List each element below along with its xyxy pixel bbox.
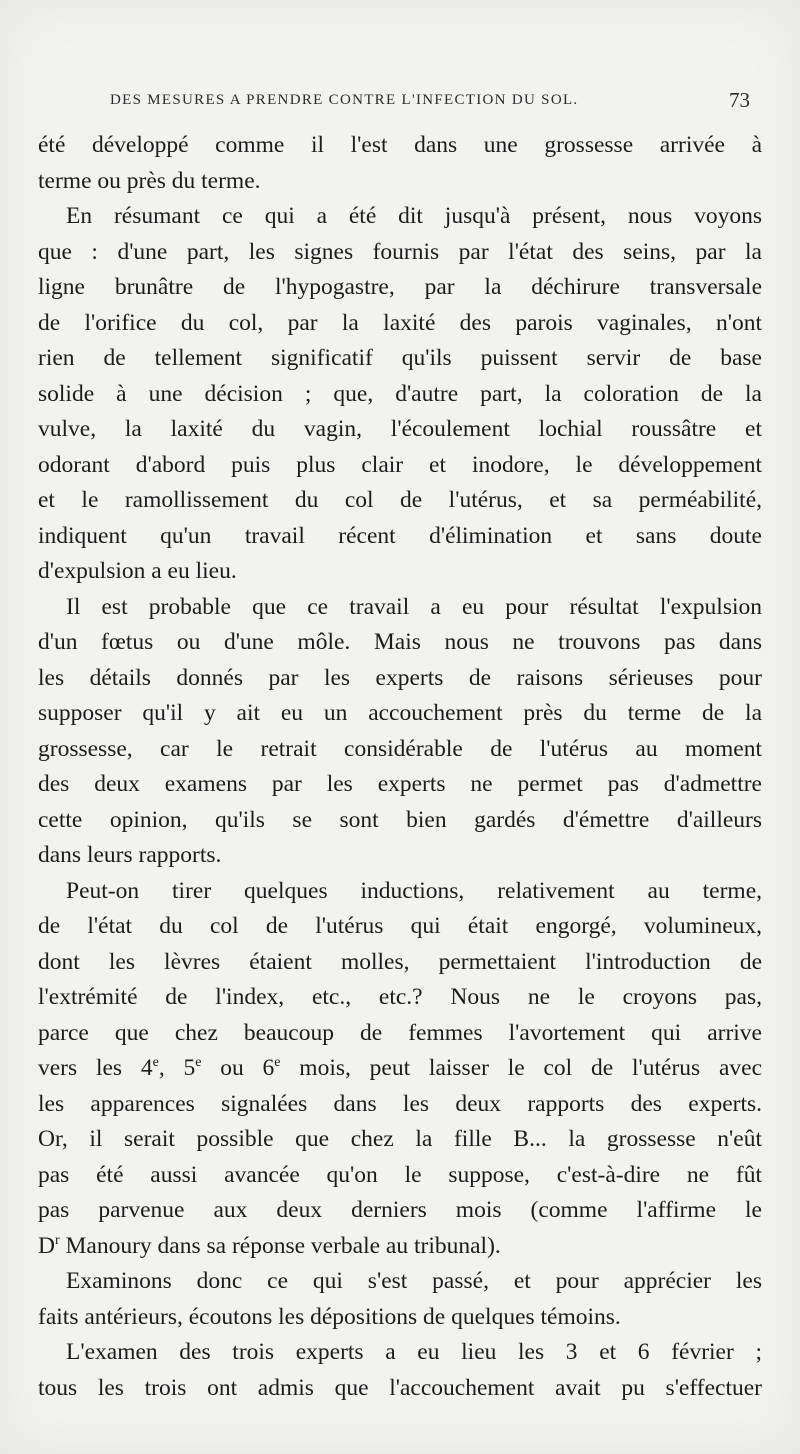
text-line: rien de tellement significatif qu'ils puissent servir de base — [38, 345, 762, 371]
text-line: vulve, la laxité du vagin, l'écoulement lochial roussâtre et — [38, 416, 762, 442]
text-line: indiquent qu'un travail récent d'élimination et sans doute — [38, 522, 762, 549]
text-line: cette opinion, qu'ils se sont bien gardés d'émettre d'ailleurs — [38, 806, 762, 833]
paragraph-5 — [38, 1264, 762, 1335]
text-line: les détails donnés par les experts de raisons sérieuses pour — [38, 664, 762, 691]
text-line: dans leurs rapports. — [38, 842, 222, 868]
text-line: l'extrémité de l'index, etc., etc.? Nous ne le croyons pas, — [38, 984, 762, 1010]
text-line: tous les trois ont admis que l'accouchement avait pu s'effectuer — [38, 1374, 762, 1401]
text-line: Examinons donc ce qui s'est passé, et pour apprécier les — [66, 1268, 762, 1294]
page-number: 73 — [729, 88, 750, 112]
page-header — [110, 88, 762, 116]
text-line: grossesse, car le retrait considérable de l'utérus au moment — [38, 735, 762, 762]
text-line: solide à une décision ; que, d'autre part, la coloration de la — [38, 380, 762, 407]
text-line: Or, il serait possible que chez la fille B... la grossesse n'eût — [38, 1126, 762, 1152]
paragraph-3 — [38, 590, 762, 874]
text-line-with-doctor-abbr: $D^r$ Manoury dans sa réponse verbale au tribunal). — [38, 1232, 501, 1259]
text-line: de l'orifice du col, par la laxité des parois vaginales, n'ont — [38, 309, 762, 336]
text-line: été développé comme il l'est dans une grossesse arrivée à — [38, 132, 762, 158]
text-line: odorant d'abord puis plus clair et inodore, le développement — [38, 451, 762, 478]
text-line: Il est probable que ce travail a eu pour résultat l'expulsion — [66, 593, 762, 620]
running-title: DES MESURES A PRENDRE CONTRE L'INFECTION DU SOL. — [110, 92, 579, 108]
text-line-with-ordinals: vers les 4e, 5e ou 6e mois, peut laisser le col de l'utérus avec — [38, 1055, 762, 1081]
paragraph-1 — [38, 128, 762, 199]
paragraph-4 — [38, 874, 762, 1265]
text-line: Peut-on tirer quelques inductions, relativement au terme, — [66, 877, 762, 904]
text-line: dont les lèvres étaient molles, permettaient l'introduction de — [38, 948, 762, 975]
paragraph-6 — [38, 1335, 762, 1406]
text-line: parce que chez beaucoup de femmes l'avortement qui arrive — [38, 1019, 762, 1046]
text-line: que : d'une part, les signes fournis par l'état des seins, par la — [38, 238, 762, 265]
text-line: En résumant ce qui a été dit jusqu'à présent, nous voyons — [66, 203, 762, 229]
body-text — [38, 128, 762, 1406]
text-line: les apparences signalées dans les deux rapports des experts. — [38, 1090, 762, 1117]
text-line: supposer qu'il y ait eu un accouchement près du terme de la — [38, 700, 762, 726]
text-line: de l'état du col de l'utérus qui était engorgé, volumineux, — [38, 913, 762, 939]
text-line: faits antérieurs, écoutons les dépositions de quelques témoins. — [38, 1303, 621, 1330]
text-line: terme ou près du terme. — [38, 167, 261, 194]
text-line: ligne brunâtre de l'hypogastre, par la déchirure transversale — [38, 274, 762, 300]
text-line: pas parvenue aux deux derniers mois (comme l'affirme le — [38, 1197, 762, 1223]
text-line: d'expulsion a eu lieu. — [38, 558, 237, 584]
text-line: des deux examens par les experts ne permet pas d'admettre — [38, 771, 762, 797]
text-line: d'un fœtus ou d'une môle. Mais nous ne trouvons pas dans — [38, 629, 762, 655]
text-line: et le ramollissement du col de l'utérus, et sa perméabilité, — [38, 487, 762, 513]
text-line: L'examen des trois experts a eu lieu les 3 et 6 février ; — [66, 1339, 762, 1365]
text-line: pas été aussi avancée qu'on le suppose, c'est-à-dire ne fût — [38, 1161, 762, 1188]
paragraph-2 — [38, 199, 762, 590]
